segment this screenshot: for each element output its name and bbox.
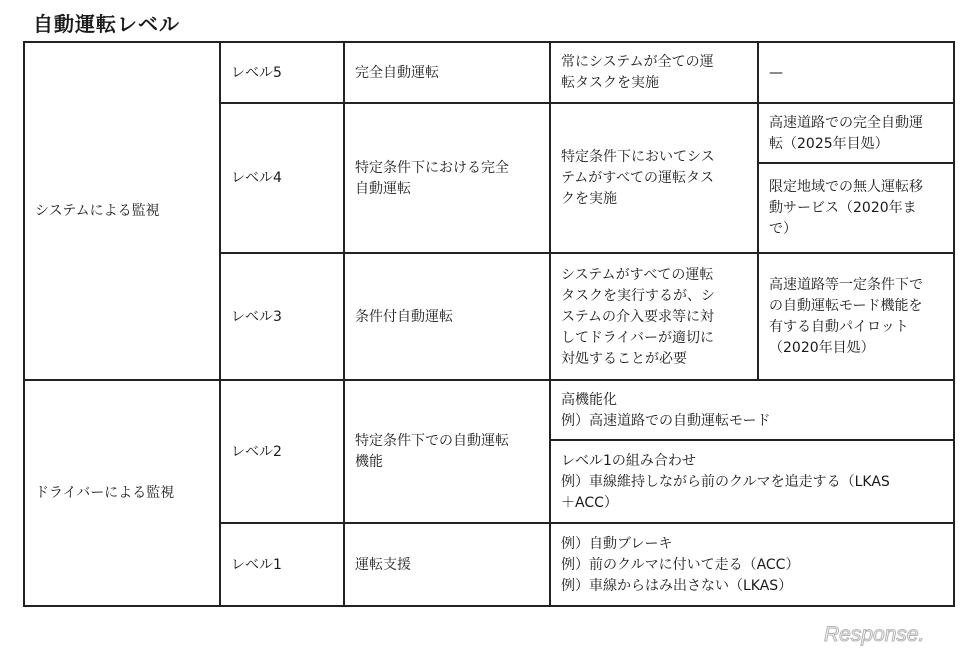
level3-name: レベル3 — [220, 253, 344, 380]
level2-name: レベル2 — [220, 380, 344, 523]
level2-description-advanced: 高機能化 例）高速道路での自動運転モード — [550, 380, 954, 440]
level5-label: 完全自動運転 — [344, 42, 550, 103]
level4-definition: 特定条件下においてシス テムがすべての運転タス クを実施 — [550, 103, 758, 253]
level5-example: — — [758, 42, 954, 103]
level5-name: レベル5 — [220, 42, 344, 103]
level1-description: 例）自動ブレーキ 例）前のクルマに付いて走る（ACC） 例）車線からはみ出さない（LKAS） — [550, 523, 954, 606]
level4-name: レベル4 — [220, 103, 344, 253]
watermark-text: Response. — [824, 623, 925, 646]
response-watermark-logo — [820, 616, 960, 650]
table-row-level2a — [24, 380, 954, 440]
level2-label: 特定条件下での自動運転 機能 — [344, 380, 550, 523]
page-title: 自動運転レベル — [33, 12, 180, 36]
level1-label: 運転支援 — [344, 523, 550, 606]
level4-label: 特定条件下における完全 自動運転 — [344, 103, 550, 253]
level3-label: 条件付自動運転 — [344, 253, 550, 380]
level1-name: レベル1 — [220, 523, 344, 606]
table-row-level5 — [24, 42, 954, 103]
group-system-monitoring: システムによる監視 — [24, 42, 220, 380]
group-driver-monitoring: ドライバーによる監視 — [24, 380, 220, 606]
level3-example: 高速道路等一定条件下で の自動運転モード機能を 有する自動パイロット （2020年目処） — [758, 253, 954, 380]
level5-definition: 常にシステムが全ての運 転タスクを実施 — [550, 42, 758, 103]
level4-example-limited-area: 限定地域での無人運転移 動サービス（2020年ま で） — [758, 163, 954, 253]
level2-description-combination: レベル1の組み合わせ 例）車線維持しながら前のクルマを追走する（LKAS ＋ACC） — [550, 440, 954, 523]
level4-example-highway: 高速道路での完全自動運 転（2025年目処） — [758, 103, 954, 163]
level3-definition: システムがすべての運転 タスクを実行するが、シ ステムの介入要求等に対 してドライバーが適切に 対処することが必要 — [550, 253, 758, 380]
automation-levels-table — [23, 41, 955, 607]
